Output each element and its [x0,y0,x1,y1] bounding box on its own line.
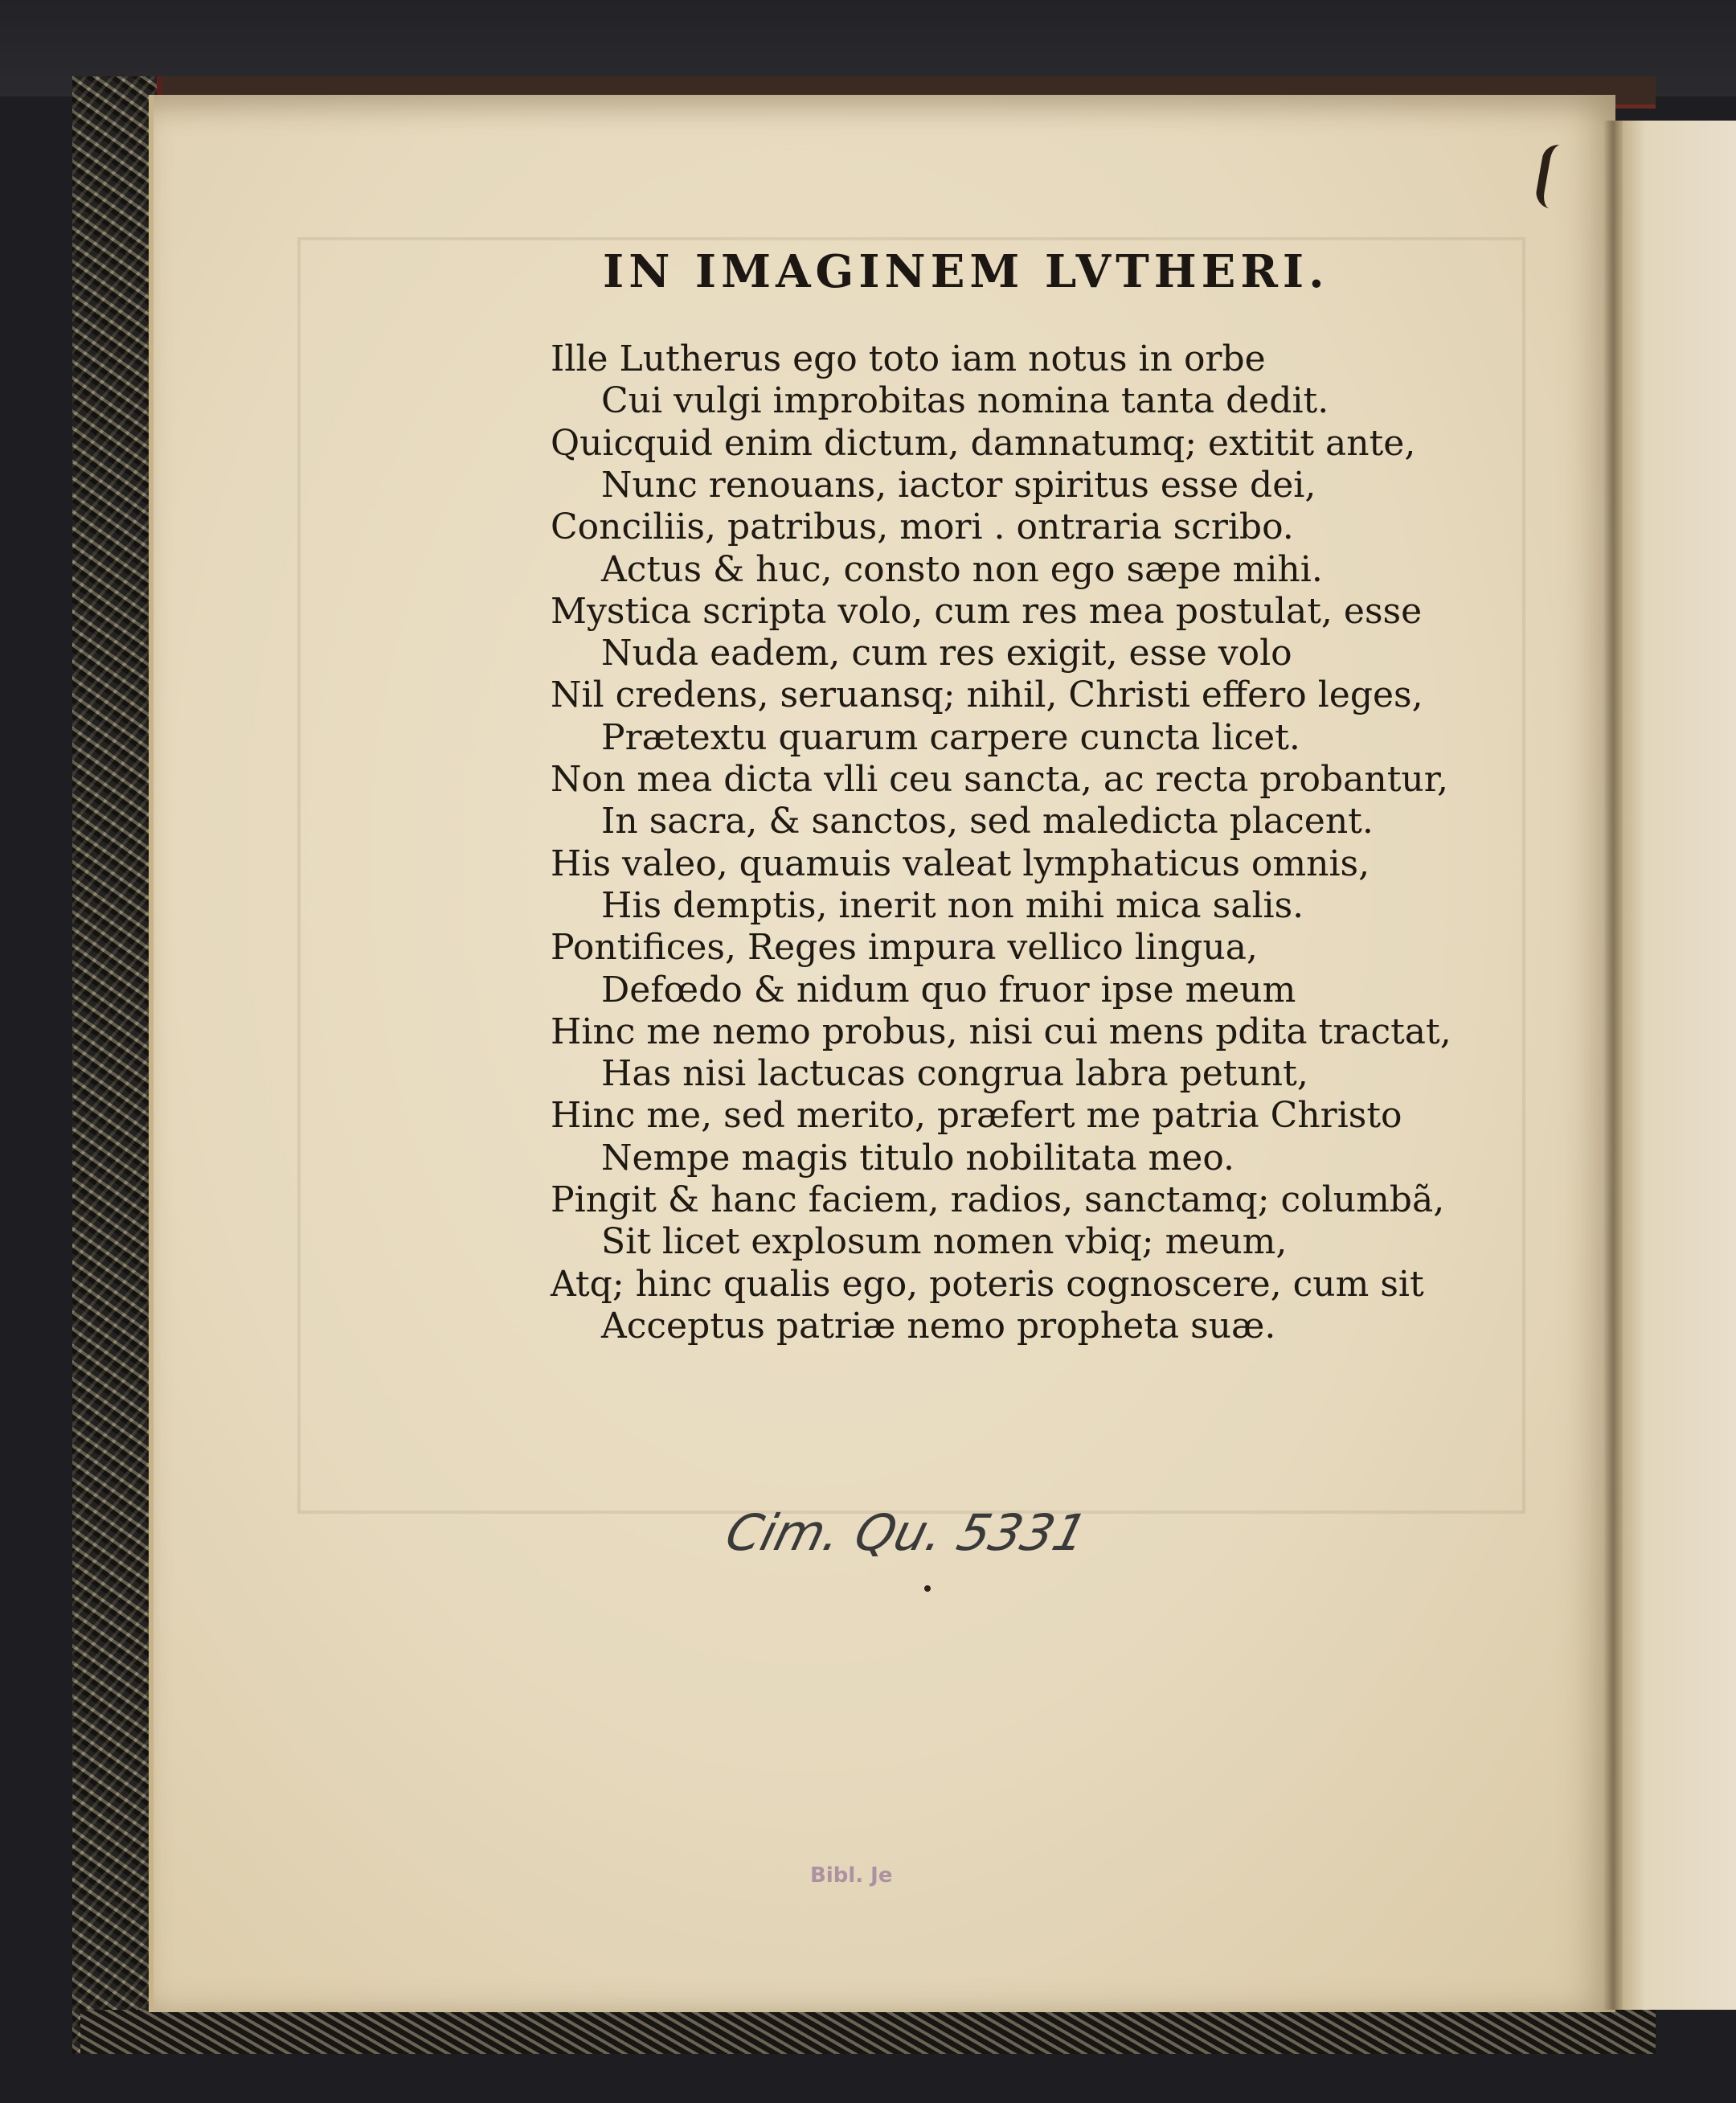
verse-line: Atq; hinc qualis ego, poteris cognoscere, cum sit [551,1263,1424,1305]
verse-line: Hinc me nemo probus, nisi cui mens pdita tractat, [551,1011,1451,1052]
verse-line: Prætextu quarum carpere cuncta licet. [601,716,1300,758]
page-edge [149,95,154,2012]
verse-line: Mystica scripta volo, cum res mea postulat, esse [551,590,1423,632]
verse-line: Ille Lutherus ego toto iam notus in orbe [551,338,1266,379]
book-binding-bottom [80,2010,1656,2054]
verse-line: Nempe magis titulo nobilitata meo. [601,1137,1235,1179]
facing-page [1615,121,1736,2010]
verse-line: Non mea dicta vlli ceu sancta, ac recta probantur, [551,759,1448,800]
verse-line: Actus & huc, consto non ego sæpe mihi. [601,548,1323,590]
verse-line: Nunc renouans, iactor spiritus esse dei, [601,464,1316,506]
verse-line: Cui vulgi improbitas nomina tanta dedit. [601,380,1329,422]
library-stamp: Bibl. Je [810,1863,893,1888]
verse-line: Has nisi lactucas congrua labra petunt, [601,1053,1308,1095]
verse-line: Pingit & hanc faciem, radios, sanctamq; columbã, [551,1179,1445,1220]
shelfmark-annotation: Cim. Qu. 5331 [719,1503,1093,1562]
gutter-shadow [1603,121,1623,2010]
verse-line: Quicquid enim dictum, damnatumq; extitit ante, [551,422,1416,464]
verse-line: Defœdo & nidum quo fruor ipse meum [601,969,1296,1011]
verse-line: Sit licet explosum nomen vbiq; meum, [601,1221,1288,1263]
verse-line: His demptis, inerit non mihi mica salis. [601,884,1304,926]
verse-line: Acceptus patriæ nemo propheta suæ. [601,1305,1276,1347]
verse-line: In sacra, & sanctos, sed maledicta placent. [601,801,1374,842]
page-title: IN IMAGINEM LVTHERI. [603,245,1329,298]
verse-line: Conciliis, patribus, mori . ontraria scribo. [551,506,1294,548]
verse-line: Nuda eadem, cum res exigit, esse volo [601,633,1292,674]
ink-dot [924,1585,931,1592]
verse-line: Hinc me, sed merito, præfert me patria Christo [551,1095,1402,1137]
verse-line: Nil credens, seruansq; nihil, Christi effero leges, [551,674,1423,716]
verse-line: His valeo, quamuis valeat lymphaticus omnis, [551,842,1370,884]
verse-line: Pontifices, Reges impura vellico lingua, [551,927,1258,969]
